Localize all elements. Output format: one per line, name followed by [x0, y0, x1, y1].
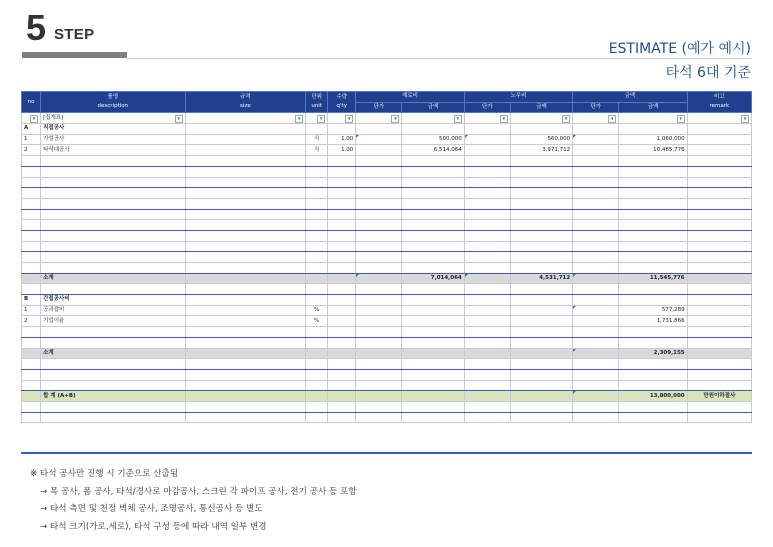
col-unit [306, 92, 328, 113]
row-no: 1 [22, 305, 41, 316]
col-size-en: size [240, 103, 251, 110]
dropdown-arrow-icon[interactable]: ▾ [454, 115, 462, 123]
row-unit: % [306, 316, 328, 327]
row-unit: 식 [306, 145, 328, 156]
row-labor-amount: 3,971,712 [510, 145, 572, 156]
subtotal-b-row [22, 348, 752, 359]
filter-cell-unit[interactable] [306, 113, 328, 124]
step-number: 5 [26, 7, 47, 48]
empty-row [22, 359, 752, 370]
dropdown-arrow-icon[interactable]: ▾ [175, 115, 183, 123]
page-subtitle: 타석 6대 기준 [665, 65, 751, 81]
subtotal-a-total: 11,545,776 [619, 273, 687, 284]
col-qty-ko: 수량 [336, 94, 348, 101]
filter-row [22, 113, 752, 124]
section-b-label: 간접공사비 [41, 295, 186, 306]
table-row [22, 305, 752, 316]
note-line: ※ 타석 공사만 진행 시 기준으로 산출됨 [30, 469, 179, 479]
row-no: 1 [22, 134, 41, 145]
col-unit-ko: 단위 [311, 94, 322, 101]
material-unit-price-header: 단가 [356, 102, 402, 113]
empty-row [22, 166, 752, 177]
row-item: 공과잡비 [41, 305, 186, 316]
empty-row [22, 380, 752, 391]
grand-total-label: 합 계 (A+B) [41, 391, 186, 402]
estimate-sheet [21, 91, 752, 454]
filter-cell-material-sum[interactable] [402, 113, 464, 124]
labor-sum-header: 금액 [510, 102, 572, 113]
dropdown-arrow-icon[interactable]: ▾ [677, 115, 685, 123]
filter-cell-size[interactable] [185, 113, 305, 124]
row-total-amount: 1,731,866 [619, 316, 687, 327]
note-line: → 타석 크기(가로,세로), 타석 구성 등에 따라 내역 일부 변경 [40, 521, 267, 532]
row-unit: % [306, 305, 328, 316]
filter-cell-amount-price[interactable] [573, 113, 619, 124]
subtotal-a-label: 소계 [41, 273, 186, 284]
row-labor-amount: 560,000 [510, 134, 572, 145]
section-a-no: A [22, 124, 41, 135]
empty-row [22, 284, 752, 295]
col-remark-en: remark [709, 103, 730, 110]
grand-total-row [22, 391, 752, 402]
labor-unit-price-header: 단가 [464, 102, 510, 113]
col-no: no [22, 92, 41, 113]
empty-row [22, 327, 752, 338]
row-material-amount: 6,514,064 [402, 145, 464, 156]
subtotal-a-labor: 4,531,712 [510, 273, 572, 284]
col-labor: 노무비 [464, 92, 572, 103]
empty-row [22, 209, 752, 220]
empty-row [22, 230, 752, 241]
row-qty: 1.00 [328, 134, 356, 145]
step-label: STEP [54, 26, 95, 43]
filter-cell-no[interactable] [22, 113, 41, 124]
dropdown-arrow-icon[interactable]: ▾ [741, 115, 749, 123]
dropdown-arrow-icon[interactable]: ▾ [500, 115, 508, 123]
row-qty: 1.00 [328, 145, 356, 156]
table-row [22, 316, 752, 327]
subtotal-b-total: 2,309,155 [619, 348, 687, 359]
filter-cell-qty[interactable] [328, 113, 356, 124]
col-remark [687, 92, 751, 113]
dropdown-arrow-icon[interactable]: ▾ [295, 115, 303, 123]
table-row [22, 145, 752, 156]
empty-row [22, 252, 752, 263]
empty-row [22, 177, 752, 188]
col-size [185, 92, 305, 113]
col-qty [328, 92, 356, 113]
col-size-ko: 규격 [240, 94, 251, 101]
row-item: 타석대공사 [41, 145, 186, 156]
estimate-table [21, 91, 752, 423]
subtotal-a-material: 7,014,064 [402, 273, 464, 284]
section-a-row [22, 124, 752, 135]
empty-row [22, 369, 752, 380]
col-qty-en: q'ty [336, 103, 347, 110]
filter-cell-amount-sum[interactable] [619, 113, 687, 124]
section-b-no: B [22, 295, 41, 306]
row-unit: 식 [306, 134, 328, 145]
notes [30, 466, 357, 536]
row-no: 2 [22, 145, 41, 156]
row-total-amount: 1,060,000 [619, 134, 687, 145]
header-row-1 [22, 92, 752, 103]
empty-row [22, 337, 752, 348]
row-total-amount: 10,485,776 [619, 145, 687, 156]
col-remark-ko: 비고 [714, 94, 725, 101]
row-item: 가설공사 [41, 134, 186, 145]
page-title: ESTIMATE (예가 예시) [608, 41, 751, 57]
dropdown-arrow-icon[interactable]: ▾ [345, 115, 353, 123]
filter-cell-material-price[interactable] [356, 113, 402, 124]
empty-row [22, 198, 752, 209]
section-a-label: 직접공사 [41, 124, 186, 135]
filter-cell-description[interactable] [41, 113, 186, 124]
header-rule [127, 58, 751, 59]
col-material: 재료비 [356, 92, 464, 103]
section-b-row [22, 295, 752, 306]
subtotal-a-row [22, 273, 752, 284]
material-sum-header: 금액 [402, 102, 464, 113]
col-description [41, 92, 186, 113]
grand-total-remark: 만원이하절사 [687, 391, 751, 402]
row-no: 2 [22, 316, 41, 327]
filter-label: [집계표] [43, 114, 64, 121]
empty-row [22, 220, 752, 231]
empty-row [22, 156, 752, 167]
filter-cell-labor-sum[interactable] [510, 113, 572, 124]
empty-row [22, 263, 752, 274]
empty-row [22, 188, 752, 199]
note-line: → 타석 측면 및 천정 벽체 공사, 조명공사, 통신공사 등 별도 [40, 504, 263, 514]
grand-total-amount: 13,800,000 [619, 391, 687, 402]
col-unit-en: unit [311, 103, 322, 110]
step-underline [22, 52, 127, 58]
dropdown-arrow-icon[interactable]: ▾ [562, 115, 570, 123]
col-description-ko: 품명 [107, 94, 119, 101]
empty-row [22, 412, 752, 423]
amount-unit-price-header: 단가 [573, 102, 619, 113]
row-item: 기업이윤 [41, 316, 186, 327]
dropdown-arrow-icon[interactable]: ▾ [608, 115, 616, 123]
row-total-amount: 577,289 [619, 305, 687, 316]
dropdown-arrow-icon[interactable]: ▾ [30, 115, 38, 123]
col-description-en: description [97, 103, 129, 110]
filter-cell-labor-price[interactable] [464, 113, 510, 124]
dropdown-arrow-icon[interactable]: ▾ [391, 115, 399, 123]
subtotal-b-label: 소계 [41, 348, 186, 359]
empty-row [22, 241, 752, 252]
dropdown-arrow-icon[interactable]: ▾ [317, 115, 325, 123]
note-line: → 목 공사, 폼 공사, 타석/경사로 마감공사, 스크린 각 파이프 공사, 전기 공사 등 포함 [40, 486, 357, 497]
amount-sum-header: 금액 [619, 102, 687, 113]
filter-cell-remark[interactable] [687, 113, 751, 124]
table-row [22, 134, 752, 145]
row-material-amount: 500,000 [402, 134, 464, 145]
col-amount: 금액 [573, 92, 687, 103]
empty-row [22, 401, 752, 412]
